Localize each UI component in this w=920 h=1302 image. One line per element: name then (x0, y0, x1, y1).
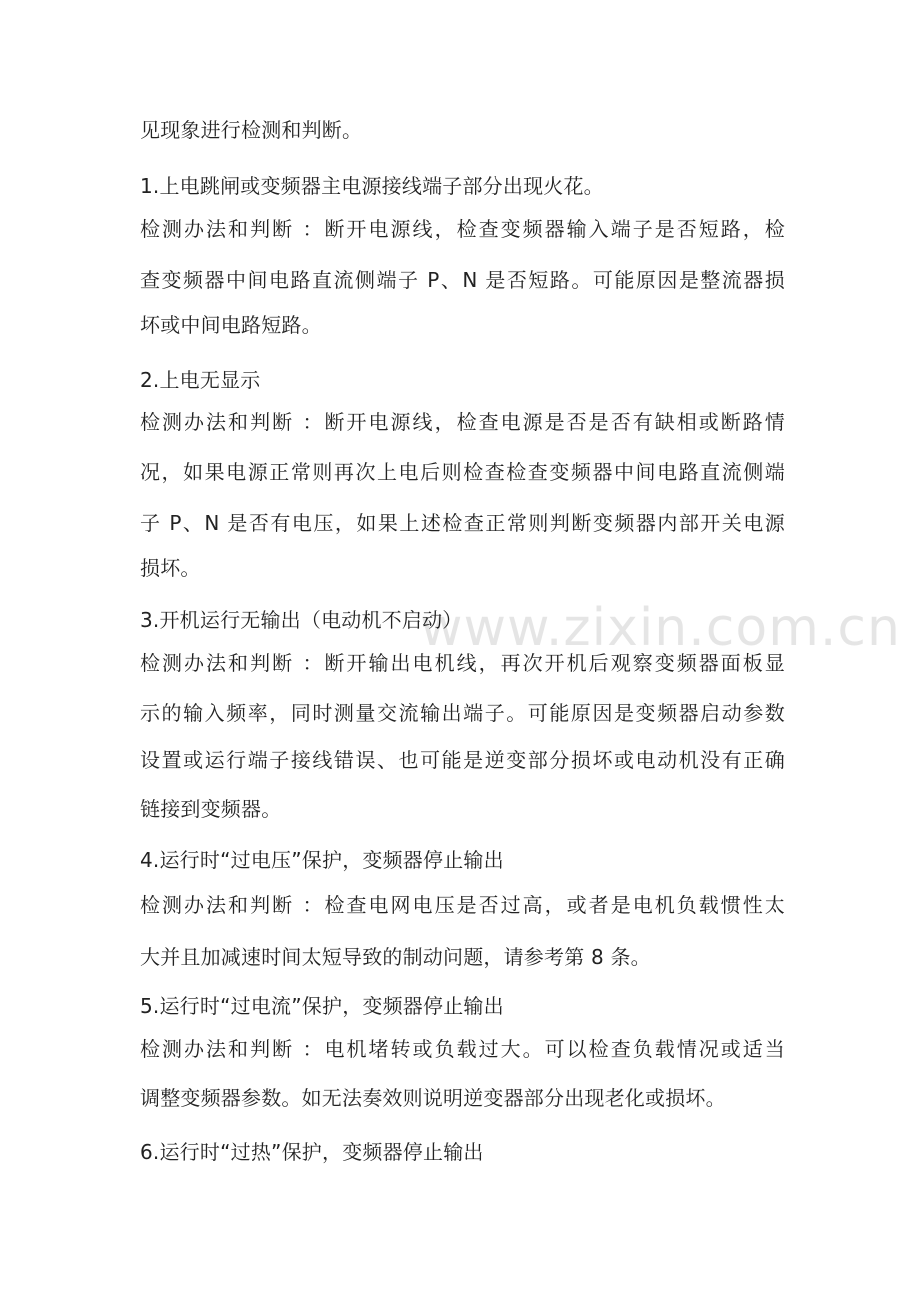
section-heading-5: 5.运行时“过电流”保护，变频器停止输出 (140, 994, 504, 1018)
section-heading-4: 4.运行时“过电压”保护，变频器停止输出 (140, 848, 504, 872)
text-line: 检测办法和判断 ：断开电源线，检查变频器输入端子是否短路，检 (140, 217, 785, 241)
text-line: 检测办法和判断 ：检查电网电压是否过高，或者是电机负载惯性太 (140, 893, 785, 917)
text-line: 查变频器中间电路直流侧端子 P、N 是否短路。可能原因是整流器损 (140, 268, 785, 292)
text-line: 大并且加减速时间太短导致的制动问题，请参考第 8 条。 (140, 945, 651, 969)
text-line: 检测办法和判断 ：断开电源线，检查电源是否是否有缺相或断路情 (140, 410, 785, 434)
text-line: 设置或运行端子接线错误、也可能是逆变部分损坏或电动机没有正确 (140, 748, 785, 772)
section-heading-6: 6.运行时“过热”保护，变频器停止输出 (140, 1140, 484, 1164)
text-line: 损坏。 (140, 556, 201, 580)
text-line: 况，如果电源正常则再次上电后则检查检查变频器中间电路直流侧端 (140, 460, 785, 484)
section-heading-3: 3.开机运行无输出（电动机不启动） (140, 608, 463, 632)
text-line: 见现象进行检测和判断。 (140, 118, 363, 142)
section-heading-1: 1.上电跳闸或变频器主电源接线端子部分出现火花。 (140, 174, 604, 198)
text-line: 子 P、N 是否有电压，如果上述检查正常则判断变频器内部开关电源 (140, 511, 785, 535)
text-line: 坏或中间电路短路。 (140, 313, 322, 337)
text-line: 检测办法和判断 ：电机堵转或负载过大。可以检查负载情况或适当 (140, 1037, 785, 1061)
watermark: www.zixin.com.cn (420, 598, 901, 658)
text-line: 示的输入频率，同时测量交流输出端子。可能原因是变频器启动参数 (140, 701, 785, 725)
text-line: 调整变频器参数。如无法奏效则说明逆变器部分出现老化或损坏。 (140, 1086, 726, 1110)
section-heading-2: 2.上电无显示 (140, 368, 261, 392)
text-line: 链接到变频器。 (140, 797, 282, 821)
text-line: 检测办法和判断 ：断开输出电机线，再次开机后观察变频器面板显 (140, 651, 785, 675)
